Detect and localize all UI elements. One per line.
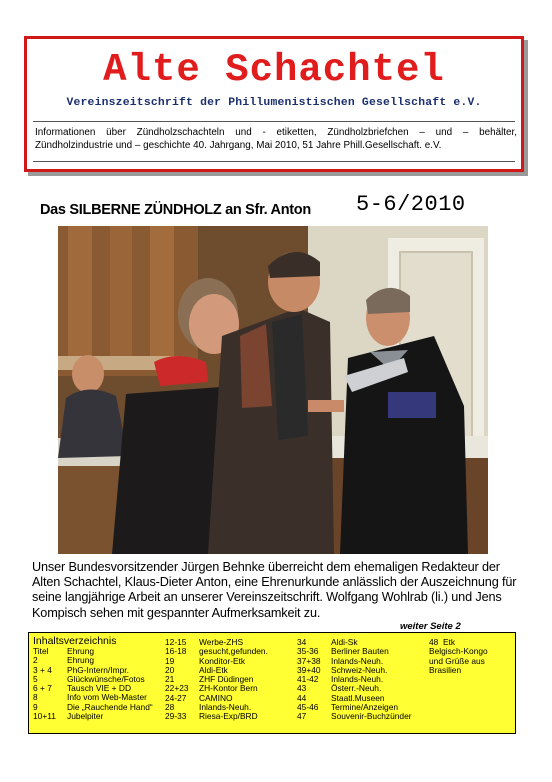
toc-title: CAMINO bbox=[199, 692, 233, 703]
toc-page: 9 bbox=[33, 701, 38, 712]
masthead bbox=[24, 36, 524, 172]
toc-page: 5 bbox=[33, 673, 38, 684]
toc-title: Tausch VIE + DD bbox=[67, 683, 132, 694]
toc-title: Schweiz-Neuh. bbox=[331, 664, 388, 675]
toc-entry bbox=[165, 657, 295, 666]
issue-number: 5-6/2010 bbox=[356, 192, 466, 217]
toc-title: Info vom Web-Master bbox=[67, 692, 147, 703]
toc-page: 6 + 7 bbox=[33, 683, 52, 694]
toc-page: 29-33 bbox=[165, 711, 187, 722]
toc-page: 24-27 bbox=[165, 692, 187, 703]
toc-title: Ehrung bbox=[67, 646, 95, 656]
toc-page: 20 bbox=[165, 664, 175, 675]
toc-title: Inlands-Neuh. bbox=[331, 655, 384, 666]
toc-page: 48 bbox=[429, 637, 439, 647]
toc-title: Berliner Bauten bbox=[331, 646, 389, 657]
toc-column-2 bbox=[165, 635, 295, 722]
toc-page: 44 bbox=[297, 692, 307, 703]
toc-title: Konditor-Etk bbox=[199, 655, 246, 666]
toc-title: PhG-Intern/Impr. bbox=[67, 664, 129, 675]
toc-title: ZH-Kontor Bern bbox=[199, 683, 258, 694]
toc-title: Souvenir-Buchzünder bbox=[331, 711, 412, 722]
toc-entry bbox=[33, 712, 163, 721]
toc-page: 16-18 bbox=[165, 646, 187, 657]
magazine-subtitle: Vereinszeitschrift der Phillumenistischen Gesellschaft e.V. bbox=[66, 97, 482, 109]
toc-entry bbox=[429, 666, 513, 675]
magazine-title: Alte Schachtel bbox=[103, 48, 445, 92]
masthead-rule-top bbox=[33, 121, 515, 122]
photo-caption: Unser Bundesvorsitzender Jürgen Behnke überreicht dem ehemaligen Redakteur der Alten Schachtel, Klaus-Dieter Anton, eine Ehrenurkunde anlässlich der Auszeichnung für seine langjährige Arbeit an unserer Vereinszeitschrift. Wolfgang Wohlrab (li.) und Jens Kompisch sehen mit gespannter Aufmerksamkeit zu. bbox=[32, 560, 517, 620]
toc-column-3 bbox=[297, 635, 425, 722]
toc-title: Jubelpiter bbox=[67, 711, 104, 722]
toc-page: 8 bbox=[33, 692, 38, 703]
toc-page: 12-15 bbox=[165, 637, 187, 647]
toc-page: 21 bbox=[165, 674, 175, 685]
toc-title: Aldi-Etk bbox=[199, 664, 228, 675]
toc-title: ZHF Düdingen bbox=[199, 674, 254, 685]
toc-page: 39+40 bbox=[297, 664, 321, 675]
toc-title: Riesa-Exp/BRD bbox=[199, 711, 258, 722]
toc-entry bbox=[297, 712, 425, 721]
toc-title: Werbe-ZHS bbox=[199, 637, 244, 647]
toc-page: 47 bbox=[297, 711, 307, 722]
toc-title: und Grüße aus bbox=[429, 655, 485, 666]
toc-page: 2 bbox=[33, 655, 38, 666]
toc-title: Ehrung bbox=[67, 655, 95, 666]
toc-title: Staatl.Museen bbox=[331, 692, 385, 703]
toc-entry bbox=[33, 647, 163, 656]
toc-title: Etk bbox=[443, 637, 456, 647]
table-of-contents bbox=[28, 632, 516, 734]
cover-photo bbox=[58, 226, 488, 554]
toc-column-1 bbox=[33, 635, 163, 721]
toc-column-4 bbox=[429, 635, 513, 675]
toc-page: 19 bbox=[165, 655, 175, 666]
toc-title: gesucht,gefunden. bbox=[199, 646, 268, 657]
toc-page: 41-42 bbox=[297, 674, 319, 685]
masthead-rule-bottom bbox=[33, 161, 515, 162]
toc-page: 28 bbox=[165, 702, 175, 713]
cover-headline: Das SILBERNE ZÜNDHOLZ an Sfr. Anton bbox=[40, 202, 311, 218]
toc-page: 10+11 bbox=[33, 711, 56, 722]
toc-title: Glückwünsche/Fotos bbox=[67, 673, 145, 684]
toc-title: Belgisch-Kongo bbox=[429, 646, 488, 657]
toc-title: Aldi-Sk bbox=[331, 637, 358, 647]
toc-title: Inlands-Neuh. bbox=[199, 702, 252, 713]
toc-page: 43 bbox=[297, 683, 307, 694]
toc-page: 37+38 bbox=[297, 655, 321, 666]
toc-page: Titel bbox=[33, 646, 49, 656]
toc-heading: Inhaltsverzeichnis bbox=[33, 635, 117, 647]
toc-title: Inlands-Neuh. bbox=[331, 674, 384, 685]
toc-title: Die „Rauchende Hand“ bbox=[67, 701, 153, 712]
toc-page: 34 bbox=[297, 637, 307, 647]
toc-page: 3 + 4 bbox=[33, 664, 52, 675]
toc-title: Brasilien bbox=[429, 664, 462, 675]
toc-page: 22+23 bbox=[165, 683, 189, 694]
toc-entry bbox=[165, 712, 295, 721]
continued-note: weiter Seite 2 bbox=[400, 621, 461, 632]
toc-page: 35-36 bbox=[297, 646, 319, 657]
toc-title: Österr.-Neuh. bbox=[331, 683, 382, 694]
toc-title: Termine/Anzeigen bbox=[331, 702, 399, 713]
cover-photo-illustration bbox=[58, 226, 488, 554]
toc-page: 45-46 bbox=[297, 702, 319, 713]
magazine-info: Informationen über Zündholzschachteln und - etiketten, Zündholzbriefchen – und – behälter, Zündholzindustrie und – geschichte 40. Jahrgang, Mai 2010, 51 Jahre Phill.Gesellschaft. e.V. bbox=[35, 127, 517, 151]
